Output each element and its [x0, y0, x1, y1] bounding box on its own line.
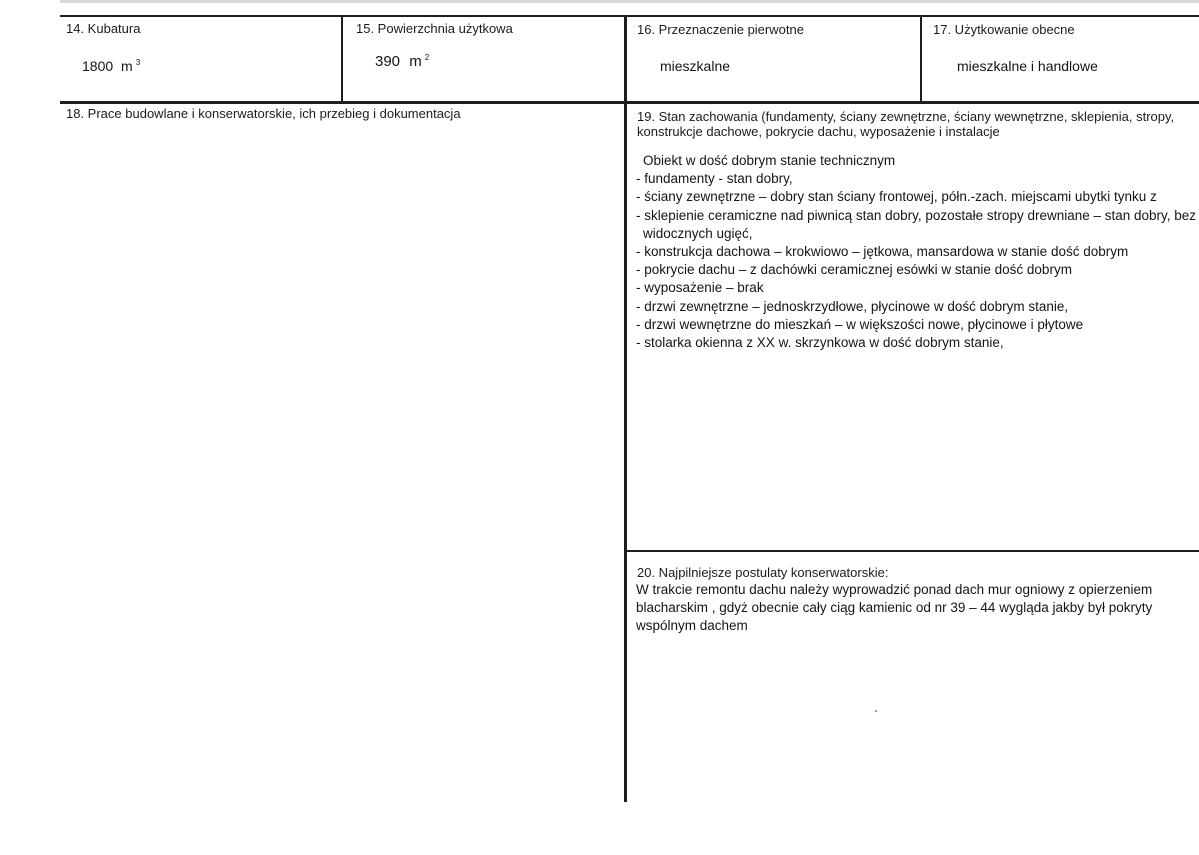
header-row-bottom-border — [60, 101, 1199, 104]
powierzchnia-number: 390 — [375, 53, 401, 70]
stan-label-line2: konstrukcje dachowe, pokrycie dachu, wyposażenie i instalacje — [637, 124, 1000, 139]
prace-label: 18. Prace budowlane i konserwatorskie, ich przebieg i dokumentacja — [66, 106, 461, 121]
stan-line: - konstrukcja dachowa – krokwiowo – jętkowa, mansardowa w stanie dość dobrym — [636, 244, 1129, 260]
postulaty-text: W trakcie remontu dachu należy wyprowadzić ponad dach mur ogniowy z opierzeniem blacharskim , gdyż obecnie cały ciąg kamienic od nr 39 – 44 wygląda jakby był pokryty wspólnym dachem — [636, 582, 1153, 634]
divider-16-17 — [920, 15, 922, 103]
przeznaczenie-value: mieszkalne — [660, 58, 731, 74]
uzytkowanie-value: mieszkalne i handlowe — [957, 58, 1098, 74]
powierzchnia-label: 15. Powierzchnia użytkowa — [356, 21, 513, 36]
postulaty-label: 20. Najpilniejsze postulaty konserwatorskie: — [637, 565, 889, 580]
przeznaczenie-label: 16. Przeznaczenie pierwotne — [637, 22, 804, 37]
stan-line: - stolarka okienna z XX w. skrzynkowa w dość dobrym stanie, — [636, 335, 1004, 351]
stan-line: - drzwi wewnętrzne do mieszkań – w większości nowe, płycinowe i płytowe — [636, 316, 1084, 332]
divider-14-15 — [341, 15, 343, 103]
kubatura-unit-exponent: 3 — [135, 58, 141, 67]
divider-main-vertical — [624, 15, 627, 802]
stan-line: - pokrycie dachu – z dachówki ceramicznej esówki w stanie dość dobrym — [636, 262, 1072, 278]
stan-line: widocznych ugięć, — [643, 225, 753, 241]
stan-description — [636, 152, 1197, 352]
kubatura-value — [82, 58, 140, 74]
header-row-top-border — [60, 15, 1199, 17]
kubatura-number: 1800 — [82, 58, 114, 74]
scan-top-edge — [60, 0, 1199, 3]
stan-line: - ściany zewnętrzne – dobry stan ściany frontowej, półn.-zach. miejscami ubytki tynku z — [636, 189, 1157, 205]
powierzchnia-unit-exponent: 2 — [424, 53, 430, 62]
kubatura-unit: m — [121, 58, 133, 74]
stan-line: - wyposażenie – brak — [636, 280, 764, 296]
stan-line: - fundamenty - stan dobry, — [636, 171, 793, 187]
powierzchnia-unit: m — [409, 53, 422, 70]
stan-line: Obiekt w dość dobrym stanie technicznym — [643, 153, 896, 168]
stan-label-line1: 19. Stan zachowania (fundamenty, ściany zewnętrzne, ściany wewnętrzne, sklepienia, stropy, — [637, 109, 1175, 124]
kubatura-label: 14. Kubatura — [66, 21, 141, 36]
powierzchnia-value — [375, 53, 429, 70]
uzytkowanie-label: 17. Użytkowanie obecne — [933, 22, 1075, 37]
stan-line: - drzwi zewnętrzne – jednoskrzydłowe, płycinowe w dość dobrym stanie, — [636, 298, 1069, 314]
divider-19-20 — [624, 550, 1199, 552]
scan-speck — [875, 710, 877, 712]
stan-line: - sklepienie ceramiczne nad piwnicą stan dobry, pozostałe stropy drewniane – stan dobry, bez — [636, 207, 1197, 223]
